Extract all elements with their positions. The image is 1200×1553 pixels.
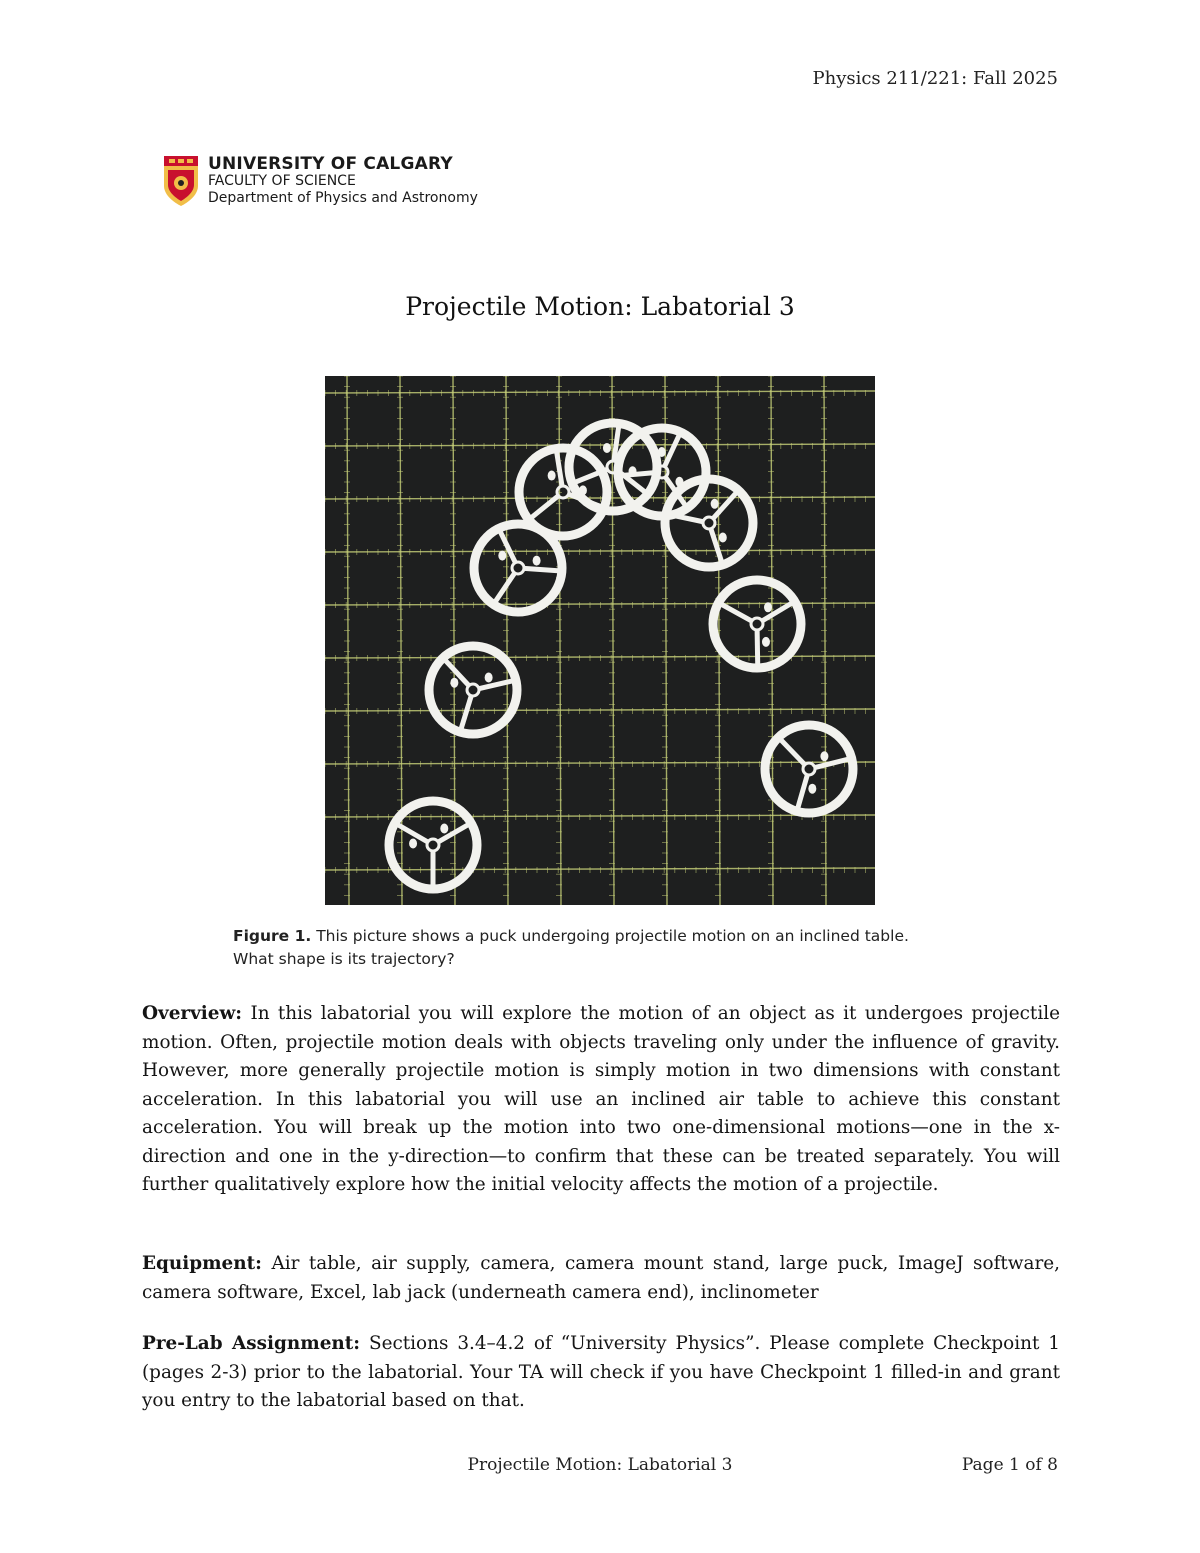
university-name: UNIVERSITY OF CALGARY	[208, 154, 453, 174]
caption-question: What shape is its trajectory?	[233, 950, 455, 968]
puck-spoke	[524, 568, 560, 571]
puck-dot	[762, 637, 770, 647]
prelab-text: Sections 3.4–4.2 of “University Physics”. Please complete Checkpoint 1 (pages 2-3) prior to the labatorial. Your TA will check if you have Checkpoint 1 filled-in and grant you entry to the labatorial based on that.	[142, 1333, 1060, 1411]
footer-title: Projectile Motion: Labatorial 3	[467, 1455, 733, 1475]
projectile-photo	[325, 376, 875, 905]
page-title: Projectile Motion: Labatorial 3	[405, 292, 795, 321]
faculty-name: FACULTY OF SCIENCE	[208, 173, 356, 189]
puck-spoke	[620, 473, 656, 476]
puck-dot	[764, 602, 772, 612]
shield-icon	[164, 156, 198, 206]
puck-dot	[603, 443, 611, 453]
puck-dot	[711, 499, 719, 509]
overview-label: Overview:	[142, 1003, 243, 1024]
puck-spoke	[757, 630, 758, 666]
caption-text: This picture shows a puck undergoing projectile motion on an inclined table.	[316, 927, 909, 945]
puck-dot	[409, 838, 417, 848]
puck-dot	[808, 784, 816, 794]
department-name: Department of Physics and Astronomy	[208, 190, 478, 206]
puck-dot	[498, 551, 506, 561]
university-logo	[164, 156, 478, 207]
prelab-label: Pre-Lab Assignment:	[142, 1333, 361, 1354]
equipment-label: Equipment:	[142, 1253, 262, 1274]
puck-trajectory-image	[325, 376, 875, 905]
overview-text: In this labatorial you will explore the motion of an object as it undergoes projectile motion. Often, projectile motion deals with objects traveling only under the influence of gravity. However, more generally projectile motion is simply motion in two dimensions with constant acceleration. In this labatorial you will use an inclined air table to achieve this constant acceleration. You will break up the motion into two one-dimensional motions—one in the x-direction and one in the y-direction—to confirm that these can be treated separately. You will further qualitatively explore how the initial velocity affects the motion of a projectile.	[142, 1003, 1060, 1195]
puck-dot	[533, 556, 541, 566]
caption-label: Figure 1.	[233, 927, 312, 945]
equipment-text: Air table, air supply, camera, camera mount stand, large puck, ImageJ software, camera software, Excel, lab jack (underneath camera end), inclinometer	[142, 1253, 1060, 1303]
equipment-paragraph	[142, 1250, 1060, 1307]
puck-dot	[440, 823, 448, 833]
page-number: Page 1 of 8	[961, 1455, 1058, 1475]
puck-dot	[548, 471, 556, 481]
puck-dot	[820, 751, 828, 761]
overview-paragraph	[142, 1000, 1060, 1200]
puck-dot	[485, 673, 493, 683]
course-header: Physics 211/221: Fall 2025	[812, 68, 1058, 89]
table-surface	[325, 376, 875, 905]
prelab-paragraph	[142, 1330, 1060, 1416]
puck-dot	[719, 532, 727, 542]
puck-dot	[658, 447, 666, 457]
puck-dot	[450, 678, 458, 688]
figure-caption	[233, 925, 993, 971]
